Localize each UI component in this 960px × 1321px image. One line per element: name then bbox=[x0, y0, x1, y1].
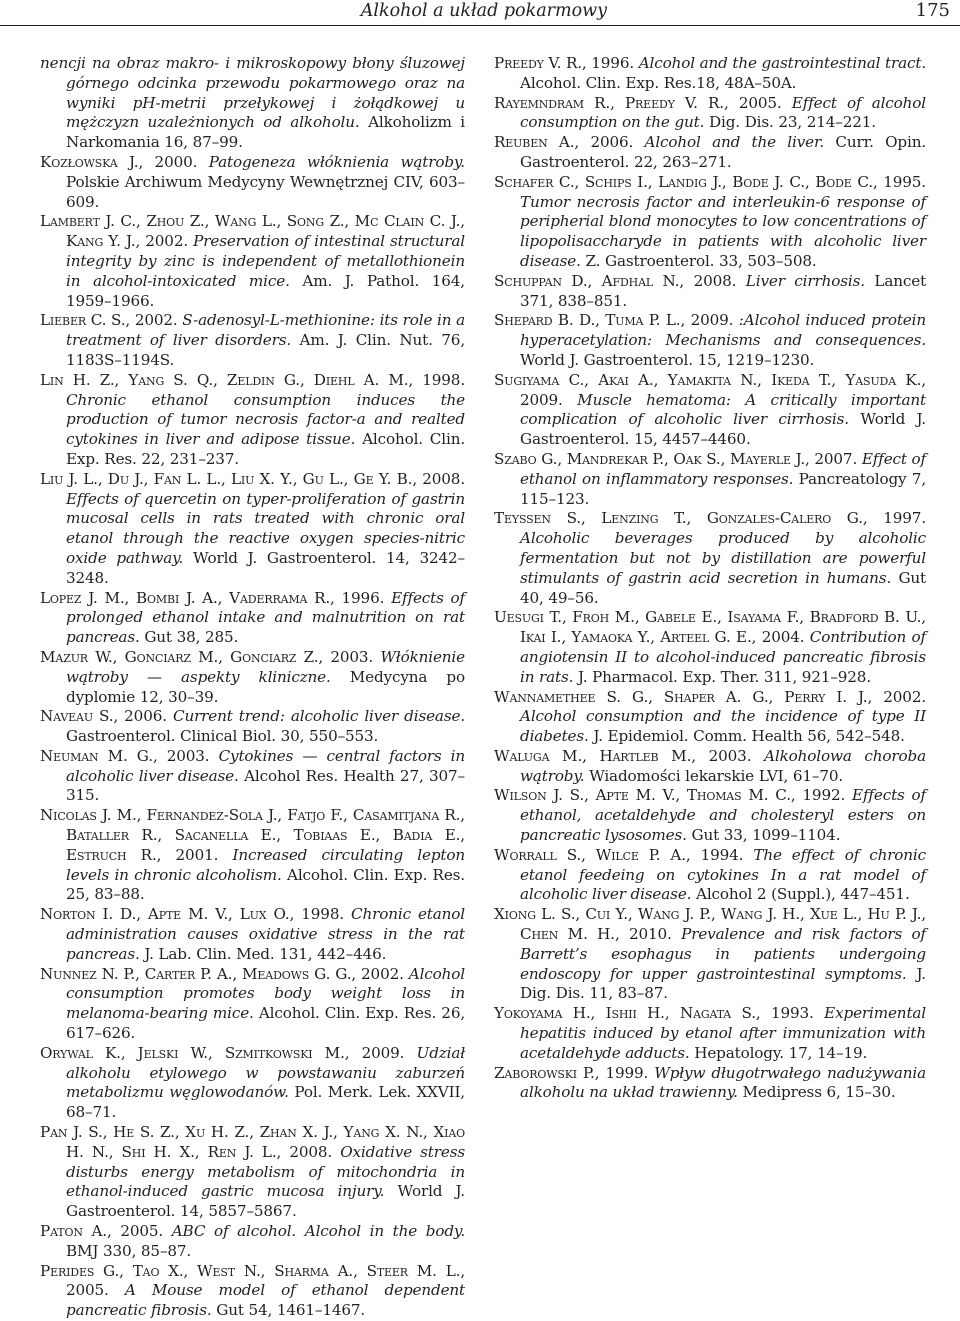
reference-entry bbox=[40, 311, 465, 370]
reference-entry bbox=[494, 450, 926, 509]
reference-title: Alcoholic beverages produced by alcoholic fermentation but not by distillation are powerful stimulants of gastrin acid secretion in humans. bbox=[520, 529, 926, 587]
reference-authors: Norton I. D., Apte M. V., Lux O. bbox=[40, 905, 290, 924]
reference-authors: Liu J. L., Du J., Fan L. L., Liu X. Y., Gu L., Ge Y. B. bbox=[40, 469, 413, 488]
reference-source: Gut 40, 49–56. bbox=[520, 568, 927, 607]
reference-year: , 1999. bbox=[594, 1063, 655, 1082]
reference-entry bbox=[40, 54, 465, 153]
reference-year: , 2003. bbox=[152, 746, 219, 765]
reference-source: Polskie Archiwum Medycyny Wewnętrznej CIV, 603–609. bbox=[66, 172, 465, 211]
reference-entry bbox=[40, 648, 465, 707]
reference-authors: Nicolas J. M., Fernandez-Sola J., Fatjo F., Casamitjana R., Bataller R., Sacanella E., Tobiaas E., Badia E., Estruch R. bbox=[40, 806, 465, 864]
reference-entry bbox=[40, 153, 465, 212]
reference-entry bbox=[40, 371, 465, 470]
reference-year: , 1995. bbox=[872, 172, 926, 191]
reference-source: Gastroenterol. Clinical Biol. 30, 550–553. bbox=[66, 727, 379, 746]
reference-source: Hepatology. 17, 14–19. bbox=[689, 1043, 868, 1062]
reference-year: , 1992. bbox=[790, 786, 853, 805]
reference-source: World J. Gastroenterol. 15, 1219–1230. bbox=[520, 350, 815, 369]
reference-source: Alcohol. Clin. Exp. Res. 22, 231–237. bbox=[66, 430, 466, 468]
reference-title: Udział alkoholu etylowego w powstawaniu zaburzeń metabolizmu węglowodanów. bbox=[66, 1043, 466, 1102]
reference-year: , 2009. bbox=[680, 311, 739, 330]
reference-title: Alcohol consumption promotes body weight loss in melanoma-bearing mice. bbox=[66, 964, 465, 1023]
reference-title: Włóknienie wątroby — aspekty kliniczne. bbox=[66, 647, 465, 686]
reference-year: , 2006. bbox=[113, 707, 173, 726]
reference-authors: Rayemndram R., Preedy V. R. bbox=[494, 93, 724, 112]
reference-title: Wpływ długotrwałego nadużywania alkoholu na układ trawienny. bbox=[520, 1063, 926, 1102]
reference-year: , 2008. bbox=[276, 1142, 341, 1161]
reference-title: Alcohol consumption and the incidence of type II diabetes. bbox=[520, 707, 926, 746]
reference-entry bbox=[494, 747, 926, 787]
reference-title: Increased circulating lepton levels in chronic alcoholism. bbox=[66, 845, 465, 884]
reference-authors: Teyssen S., Lenzing T., Gonzales-Calero G. bbox=[494, 509, 863, 528]
running-title: Alkohol a układ pokarmowy bbox=[360, 1, 607, 21]
reference-entry bbox=[40, 589, 465, 648]
reference-entry bbox=[494, 1064, 926, 1104]
reference-source: J. Lab. Clin. Med. 131, 442–446. bbox=[139, 944, 387, 963]
reference-source: Am. J. Pathol. 164, 1959–1966. bbox=[66, 271, 465, 310]
reference-authors: Wannamethee S. G., Shaper A. G., Perry I. J. bbox=[494, 687, 868, 706]
reference-title: nencji na obraz makro- i mikroskopowy błony śluzowej górnego odcinka przewodu pokarmowego oraz na wyniki pH-metrii przełykowej i żołądkowej u mężczyzn uzależnionych od alkoholu. bbox=[40, 54, 465, 132]
reference-source: Am. J. Clin. Nut. 76, 1183S–1194S. bbox=[66, 331, 465, 369]
reference-source: Alcohol Res. Health 27, 307–315. bbox=[66, 766, 465, 805]
reference-title: Alcohol and the gastrointestinal tract. bbox=[638, 54, 926, 72]
reference-year: , 1993. bbox=[755, 1004, 825, 1023]
reference-authors: Sugiyama C., Akai A., Yamakita N., Ikeda T., Yasuda K. bbox=[494, 370, 922, 389]
reference-entry bbox=[494, 608, 926, 687]
references-column-left bbox=[40, 54, 465, 1321]
reference-entry bbox=[40, 1123, 465, 1222]
reference-entry bbox=[40, 212, 465, 311]
reference-entry bbox=[40, 905, 465, 964]
reference-authors: Lieber C. S. bbox=[40, 311, 126, 330]
reference-authors: Yokoyama H., Ishii H., Nagata S. bbox=[494, 1004, 756, 1023]
reference-source: World J. Gastroenterol. 14, 5857–5867. bbox=[66, 1182, 465, 1221]
reference-authors: Schafer C., Schips I., Landig J., Bode J. C., Bode C. bbox=[494, 172, 873, 191]
reference-title: Patogeneza włóknienia wątroby. bbox=[208, 152, 465, 171]
reference-entry bbox=[494, 54, 926, 94]
reference-year: , 2009. bbox=[520, 370, 926, 409]
reference-title: The effect of chronic etanol feedeing on cytokines In a rat model of alcoholic liver disease. bbox=[520, 845, 926, 904]
reference-year: , 2005. bbox=[66, 1261, 465, 1300]
reference-authors: Lin H. Z., Yang S. Q., Zeldin G., Diehl A. M. bbox=[40, 370, 409, 389]
reference-authors: Waluga M., Hartleb M. bbox=[494, 746, 692, 765]
reference-year: , 2008. bbox=[412, 469, 465, 488]
reference-title: Preservation of intestinal structural integrity by zinc is independent of metallothionein in alcohol-intoxicated mice. bbox=[66, 232, 466, 290]
reference-year: , 2007. bbox=[805, 449, 862, 468]
reference-year: , 2005. bbox=[106, 1222, 172, 1241]
reference-title: Effect of ethanol on inflammatory responses. bbox=[520, 449, 926, 488]
reference-entry bbox=[494, 371, 926, 450]
reference-source: J. Pharmacol. Exp. Ther. 311, 921–928. bbox=[573, 667, 872, 686]
reference-title: Contribution of angiotensin II to alcohol-induced pancreatic fibrosis in rats. bbox=[520, 628, 926, 686]
reference-authors: Uesugi T., Froh M., Gabele E., Isayama F., Bradford B. U., Ikai I., Yamaoka Y., Arteel G. E. bbox=[494, 608, 926, 647]
reference-year: , 1996. bbox=[330, 588, 392, 607]
reference-year: , 1998. bbox=[289, 905, 352, 924]
reference-source: Alcohol. Clin. Exp. Res. 25, 83–88. bbox=[66, 865, 465, 904]
reference-entry bbox=[494, 1004, 926, 1063]
reference-title: Chronic etanol administration causes oxidative stress in the rat pancreas. bbox=[66, 905, 465, 963]
reference-year: , 2000. bbox=[138, 152, 209, 171]
reference-authors: Szabo G., Mandrekar P., Oak S., Mayerle J. bbox=[494, 449, 806, 468]
reference-source: Alkoholizm i Narkomania 16, 87–99. bbox=[66, 113, 465, 152]
reference-authors: Nunnez N. P., Carter P. A., Meadows G. G. bbox=[40, 964, 352, 983]
reference-source: Alcohol. Clin. Exp. Res. 26, 617–626. bbox=[66, 1004, 466, 1043]
reference-year: , 2005. bbox=[723, 93, 792, 112]
reference-title: ABC of alcohol. Alcohol in the body. bbox=[171, 1222, 466, 1241]
reference-entry bbox=[40, 806, 465, 905]
reference-title: Tumor necrosis factor and interleukin-6 response of peripherial blond monocytes to low concentrations of lipopolisaccharyde in patients with alcoholic liver disease. bbox=[520, 192, 926, 270]
reference-year: , 2006. bbox=[574, 133, 645, 152]
reference-source: J. Epidemiol. Comm. Health 56, 542–548. bbox=[588, 727, 905, 746]
reference-title: S-adenosyl-L-methionine: its role in a treatment of liver disorders. bbox=[66, 311, 465, 350]
reference-authors: Neuman M. G. bbox=[40, 746, 153, 765]
reference-entry bbox=[494, 94, 926, 134]
reference-year: , 2010. bbox=[614, 925, 682, 944]
reference-year: , 2008. bbox=[679, 271, 746, 290]
reference-source: Curr. Opin. Gastroenterol. 22, 263–271. bbox=[520, 133, 927, 171]
reference-authors: Paton A. bbox=[40, 1222, 107, 1241]
reference-authors: Schuppan D., Afdhal N. bbox=[494, 271, 680, 290]
reference-source: Medycyna po dyplomie 12, 30–39. bbox=[66, 667, 465, 706]
reference-entry bbox=[494, 846, 926, 905]
reference-authors: Naveau S. bbox=[40, 707, 114, 726]
reference-source: Gut 33, 1099–1104. bbox=[686, 826, 841, 845]
references-column-right bbox=[494, 54, 926, 1103]
page-number: 175 bbox=[915, 0, 950, 21]
reference-entry bbox=[494, 272, 926, 312]
reference-title: Alkoholowa choroba wątroby. bbox=[520, 746, 926, 785]
reference-title: Muscle hematoma: A critically important complication of alcoholic liver cirrhosis. bbox=[520, 390, 926, 429]
reference-entry bbox=[40, 470, 465, 589]
reference-title: Effects of ethanol, acetaldehyde and cholesteryl esters on pancreatic lysosomes. bbox=[520, 786, 927, 845]
reference-title: Effects of quercetin on typer-proliferation of gastrin mucosal cells in rats treated with chronic oral etanol through the reactive oxygen species-nitric oxide pathway. bbox=[66, 489, 465, 567]
reference-authors: Pan J. S., He S. Z., Xu H. Z., Zhan X. J., Yang X. N., Xiao H. N., Shi H. X., Ren J. L. bbox=[40, 1123, 465, 1161]
reference-authors: Worrall S., Wilce P. A. bbox=[494, 845, 686, 864]
reference-source: World J. Gastroenterol. 14, 3242–3248. bbox=[66, 548, 466, 587]
reference-source: J. Dig. Dis. 11, 83–87. bbox=[520, 964, 926, 1003]
reference-title: Cytokines — central factors in alcoholic liver disease. bbox=[66, 746, 466, 785]
reference-year: , 1994. bbox=[685, 845, 754, 864]
reference-source: Alcohol 2 (Suppl.), 447–451. bbox=[691, 885, 910, 904]
reference-source: Medipress 6, 15–30. bbox=[737, 1083, 896, 1102]
reference-year: , 1996. bbox=[581, 54, 639, 72]
reference-title: :Alcohol induced protein hyperacetylation: Mechanisms and consequences. bbox=[520, 311, 926, 350]
reference-title: A Mouse model of ethanol dependent pancreatic fibrosis. bbox=[66, 1281, 465, 1320]
reference-year: , 2002. bbox=[125, 311, 183, 330]
reference-entry bbox=[40, 1044, 465, 1123]
reference-source: World J. Gastroenterol. 15, 4457–4460. bbox=[520, 410, 926, 449]
reference-authors: Kozłowska J. bbox=[40, 152, 139, 171]
reference-source: Dig. Dis. 23, 214–221. bbox=[704, 113, 876, 132]
reference-title: Experimental hepatitis induced by etanol after immunization with acetaldehyde adducts. bbox=[520, 1004, 927, 1062]
reference-authors: Lopez J. M., Bombi J. A., Vaderrama R. bbox=[40, 588, 331, 607]
reference-year: , 2002. bbox=[867, 687, 927, 706]
running-header bbox=[0, 0, 960, 26]
reference-entry bbox=[494, 509, 926, 608]
reference-source: Gut 54, 1461–1467. bbox=[211, 1301, 366, 1320]
reference-entry bbox=[494, 786, 926, 845]
reference-authors: Orywal K., Jelski W., Szmitkowski M. bbox=[40, 1043, 345, 1062]
reference-entry bbox=[494, 688, 926, 747]
reference-source: Pol. Merk. Lek. XXVII, 68–71. bbox=[66, 1083, 465, 1122]
reference-title: Liver cirrhosis. bbox=[745, 271, 865, 290]
reference-year: , 2004. bbox=[751, 628, 810, 647]
reference-year: , 2002. bbox=[351, 964, 409, 983]
reference-entry bbox=[40, 1222, 465, 1262]
reference-source: Wiadomości lekarskie LVI, 61–70. bbox=[584, 766, 844, 785]
reference-source: Z. Gastroenterol. 33, 503–508. bbox=[580, 251, 817, 270]
reference-entry bbox=[494, 173, 926, 272]
reference-year: , 2009. bbox=[344, 1043, 417, 1062]
reference-entry bbox=[494, 133, 926, 173]
reference-entry bbox=[494, 311, 926, 370]
reference-entry bbox=[494, 905, 926, 1004]
reference-year: , 1997. bbox=[862, 509, 926, 528]
reference-authors: Lambert J. C., Zhou Z., Wang L., Song Z., Mc Clain C. J., Kang Y. J. bbox=[40, 212, 465, 251]
reference-year: , 2003. bbox=[318, 647, 381, 666]
reference-authors: Zaborowski P. bbox=[494, 1063, 595, 1082]
reference-title: Alcohol and the liver. bbox=[644, 133, 825, 152]
reference-year: , 2001. bbox=[156, 845, 233, 864]
reference-title: Oxidative stress disturbs energy metabolism of mitochondria in ethanol-induced gastric mucosa injury. bbox=[66, 1142, 465, 1201]
reference-title: Chronic ethanol consumption induces the production of tumor necrosis factor-a and realted cytokines in liver and adipose tissue. bbox=[66, 390, 465, 449]
reference-source: BMJ 330, 85–87. bbox=[66, 1241, 192, 1260]
reference-entry bbox=[40, 965, 465, 1044]
reference-entry bbox=[40, 747, 465, 806]
reference-authors: Shepard B. D., Tuma P. L. bbox=[494, 311, 681, 330]
reference-authors: Reuben A. bbox=[494, 133, 575, 152]
reference-title: Effects of prolonged ethanol intake and malnutrition on rat pancreas. bbox=[66, 588, 465, 647]
reference-title: Prevalence and risk factors of Barrett’s esophagus in patients undergoing endoscopy for upper gastrointestinal symptoms. bbox=[520, 925, 927, 983]
reference-source: Pancreatology 7, 115–123. bbox=[520, 469, 926, 508]
reference-entry bbox=[40, 1262, 465, 1321]
reference-source: Gut 38, 285. bbox=[139, 628, 239, 647]
reference-year: , 2003. bbox=[691, 746, 765, 765]
reference-authors: Perides G., Tao X., West N., Sharma A., Steer M. L. bbox=[40, 1261, 461, 1280]
reference-entry bbox=[40, 707, 465, 747]
reference-authors: Xiong L. S., Cui Y., Wang J. P., Wang J. H., Xue L., Hu P. J., Chen M. H. bbox=[494, 905, 926, 944]
reference-title: Effect of alcohol consumption on the gut. bbox=[520, 93, 926, 132]
reference-year: , 2002. bbox=[135, 232, 194, 251]
header-rule bbox=[0, 25, 960, 26]
reference-source: Alcohol. Clin. Exp. Res.18, 48A–50A. bbox=[520, 73, 797, 92]
reference-authors: Preedy V. R. bbox=[494, 54, 582, 72]
reference-authors: Wilson J. S., Apte M. V., Thomas M. C. bbox=[494, 786, 791, 805]
reference-title: Current trend: alcoholic liver disease. bbox=[172, 707, 465, 726]
reference-source: Lancet 371, 838–851. bbox=[520, 271, 927, 310]
reference-authors: Mazur W., Gonciarz M., Gonciarz Z. bbox=[40, 647, 319, 666]
reference-year: , 1998. bbox=[408, 370, 465, 389]
